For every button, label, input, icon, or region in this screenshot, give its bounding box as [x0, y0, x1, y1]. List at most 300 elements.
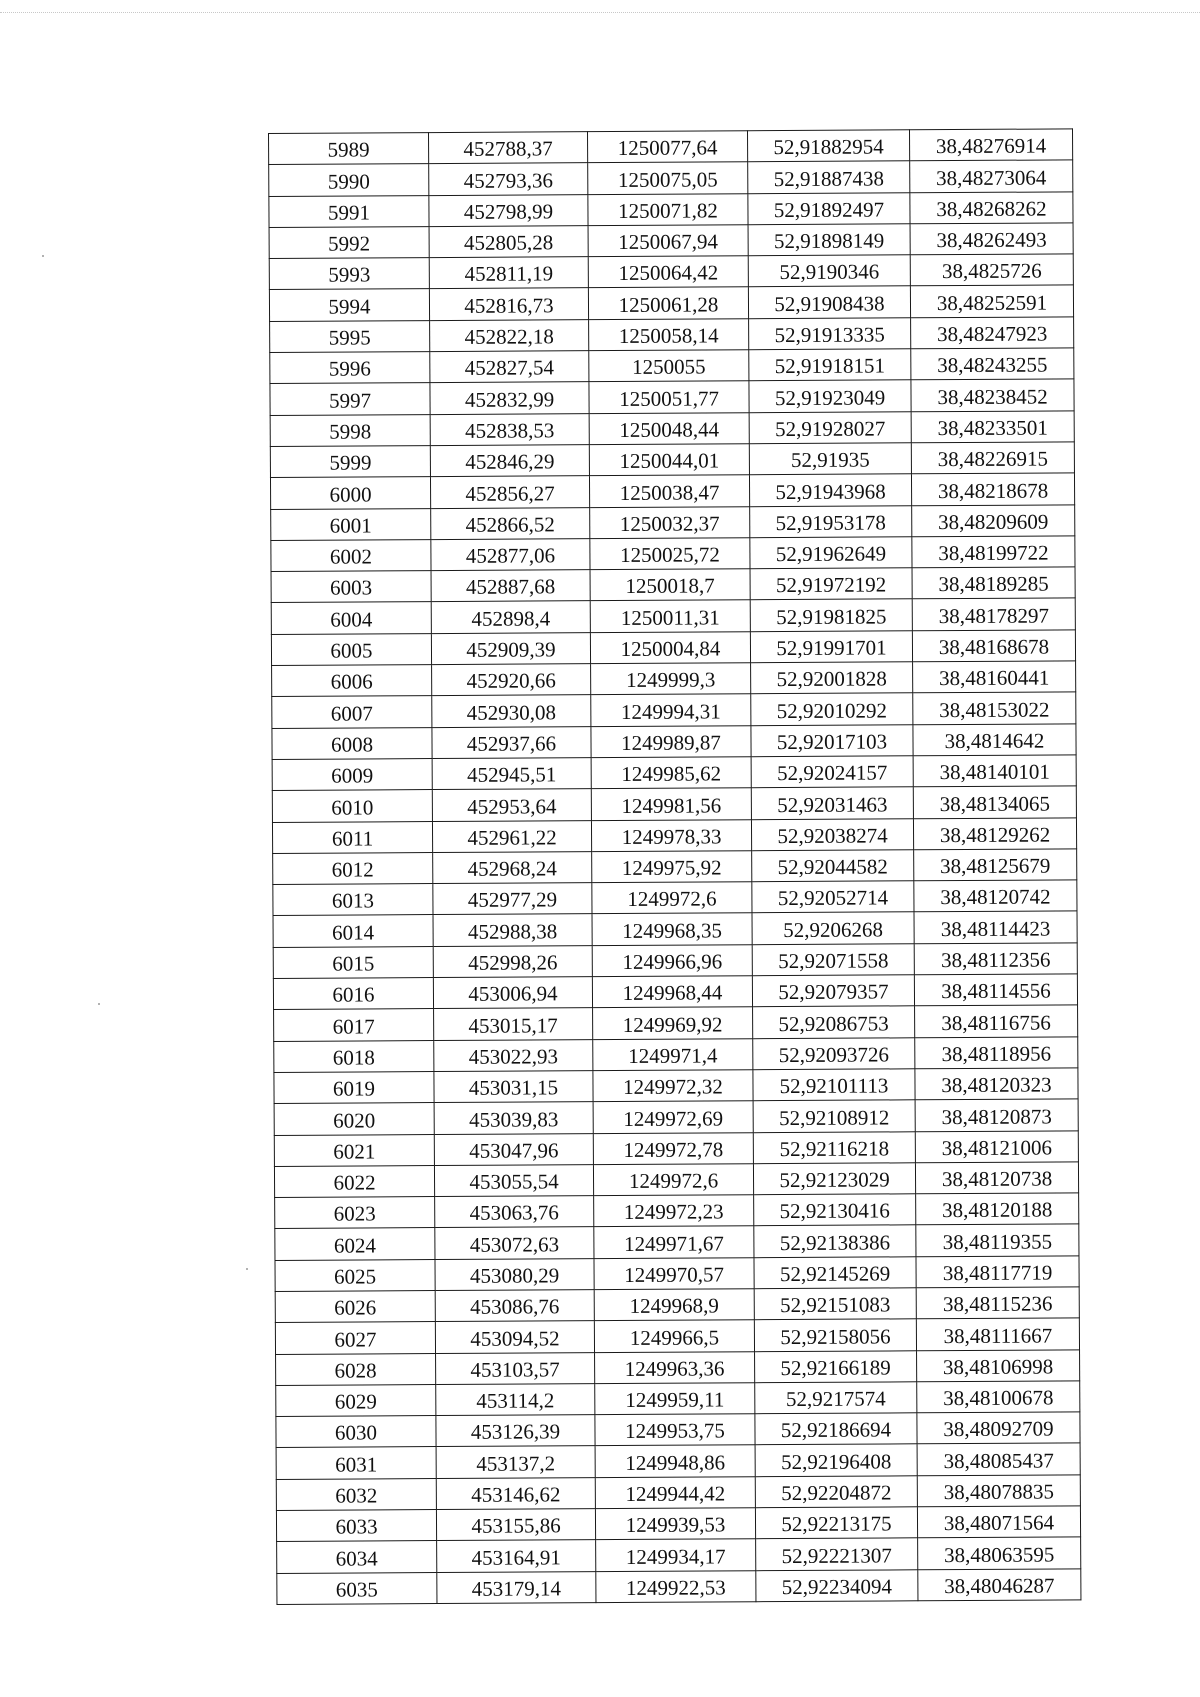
cell-text: 1249963,36 [624, 1356, 725, 1381]
x-coordinate-cell [434, 1133, 593, 1165]
longitude-cell [911, 379, 1074, 411]
cell-text: 1249969,92 [622, 1012, 723, 1037]
cell-text: 38,48160441 [938, 665, 1050, 691]
x-coordinate-cell [429, 257, 588, 289]
longitude-cell [911, 411, 1074, 443]
cell-text: 38,48117719 [942, 1260, 1053, 1286]
longitude-cell [915, 1005, 1078, 1037]
cell-text: 6024 [333, 1233, 376, 1258]
scan-speck [246, 1268, 248, 1270]
cell-text: 6031 [335, 1452, 378, 1477]
x-coordinate-cell [432, 664, 591, 696]
cell-text: 52,91981825 [776, 604, 887, 629]
coordinates-table-container [268, 128, 1080, 1605]
cell-text: 38,48168678 [938, 634, 1050, 660]
cell-text: 5996 [328, 356, 371, 382]
point-number-cell [272, 696, 432, 728]
cell-text: 453006,94 [468, 981, 558, 1007]
cell-text: 38,48111667 [943, 1323, 1053, 1348]
point-number-cell [271, 602, 431, 634]
latitude-cell [754, 1319, 916, 1351]
latitude-cell [751, 756, 913, 788]
x-coordinate-cell [430, 476, 589, 508]
cell-text: 38,48046287 [944, 1573, 1055, 1599]
coordinates-table-body [269, 129, 1081, 1605]
table-row [277, 1568, 1081, 1604]
cell-text: 52,91935 [790, 447, 870, 473]
latitude-cell [751, 724, 913, 756]
longitude-cell [914, 911, 1077, 943]
latitude-cell [751, 693, 913, 725]
latitude-cell [748, 192, 910, 224]
table-row [274, 1005, 1078, 1041]
latitude-cell [749, 349, 911, 381]
table-row [274, 1036, 1078, 1072]
table-row [272, 755, 1076, 791]
x-coordinate-cell [429, 194, 588, 226]
cell-text: 38,48199722 [938, 540, 1049, 566]
table-row [269, 254, 1073, 290]
latitude-cell [756, 1569, 918, 1601]
y-coordinate-cell [589, 350, 749, 382]
longitude-cell [917, 1412, 1080, 1444]
cell-text: 38,48129262 [939, 822, 1051, 847]
scan-speck [98, 1003, 100, 1005]
cell-text: 5989 [327, 137, 370, 162]
cell-text: 6020 [333, 1107, 376, 1133]
table-row [275, 1287, 1079, 1323]
y-coordinate-cell [595, 1414, 755, 1446]
cell-text: 452811,19 [464, 261, 554, 287]
latitude-cell [748, 255, 910, 287]
cell-text: 452961,22 [467, 825, 557, 850]
point-number-cell [269, 226, 429, 258]
point-number-cell [271, 539, 431, 571]
x-coordinate-cell [432, 758, 591, 790]
cell-text: 6001 [329, 513, 372, 538]
cell-text: 38,48106998 [942, 1354, 1054, 1380]
cell-text: 6023 [333, 1201, 376, 1227]
cell-text: 1249966,5 [629, 1325, 720, 1350]
longitude-cell [910, 160, 1073, 192]
cell-text: 452822,18 [464, 324, 554, 349]
y-coordinate-cell [590, 569, 750, 601]
x-coordinate-cell [430, 382, 589, 414]
y-coordinate-cell [593, 1038, 753, 1070]
longitude-cell [918, 1537, 1081, 1569]
cell-text: 1249972,23 [623, 1199, 724, 1225]
latitude-cell [754, 1225, 916, 1257]
longitude-cell [916, 1193, 1079, 1225]
cell-text: 453063,76 [469, 1200, 559, 1226]
cell-text: 1250048,44 [619, 417, 720, 442]
cell-text: 38,48118956 [941, 1041, 1052, 1067]
longitude-cell [917, 1443, 1080, 1475]
latitude-cell [755, 1413, 917, 1445]
cell-text: 1249970,57 [624, 1262, 725, 1287]
cell-text: 38,48189285 [938, 571, 1049, 597]
latitude-cell [748, 161, 910, 193]
cell-text: 452798,99 [463, 199, 554, 224]
y-coordinate-cell [592, 851, 752, 883]
y-coordinate-cell [594, 1320, 754, 1352]
longitude-cell [913, 755, 1076, 787]
cell-text: 52,91913335 [774, 322, 885, 348]
cell-text: 453086,76 [470, 1294, 560, 1320]
table-row [276, 1381, 1080, 1417]
cell-text: 52,92031463 [777, 791, 888, 817]
cell-text: 38,48247923 [936, 321, 1048, 347]
cell-text: 6000 [329, 481, 372, 507]
cell-text: 1250067,94 [618, 229, 719, 255]
longitude-cell [914, 974, 1077, 1006]
x-coordinate-cell [433, 945, 592, 977]
y-coordinate-cell [594, 1226, 754, 1258]
cell-text: 452838,53 [465, 418, 555, 443]
cell-text: 6017 [332, 1014, 375, 1039]
longitude-cell [913, 692, 1076, 724]
cell-text: 6008 [330, 732, 374, 757]
point-number-cell [271, 571, 431, 603]
y-coordinate-cell [589, 381, 749, 413]
cell-text: 38,48120742 [940, 884, 1051, 910]
cell-text: 1249972,32 [623, 1074, 723, 1100]
cell-text: 1249944,42 [625, 1481, 726, 1507]
cell-text: 6012 [331, 857, 374, 882]
cell-text: 6026 [334, 1295, 377, 1320]
cell-text: 52,9190346 [779, 259, 880, 285]
y-coordinate-cell [589, 412, 749, 444]
cell-text: 52,91972192 [775, 572, 887, 598]
longitude-cell [911, 473, 1074, 505]
table-row [274, 1099, 1078, 1135]
cell-text: 52,91991701 [776, 635, 887, 661]
point-number-cell [270, 414, 430, 446]
cell-text: 1249985,62 [621, 761, 722, 787]
cell-text: 1249971,4 [628, 1043, 718, 1068]
point-number-cell [276, 1384, 436, 1416]
latitude-cell [755, 1507, 917, 1539]
cell-text: 38,48276914 [935, 133, 1047, 159]
x-coordinate-cell [436, 1509, 595, 1541]
longitude-cell [911, 317, 1074, 349]
x-coordinate-cell [436, 1446, 595, 1478]
cell-text: 452937,66 [466, 731, 557, 756]
cell-text: 452788,37 [463, 136, 553, 162]
x-coordinate-cell [434, 1164, 593, 1196]
cell-text: 38,48071564 [943, 1510, 1055, 1536]
cell-text: 453055,54 [469, 1169, 559, 1194]
cell-text: 452909,39 [466, 637, 556, 662]
cell-text: 453103,57 [470, 1357, 560, 1382]
y-coordinate-cell [591, 819, 751, 851]
point-number-cell [273, 946, 433, 978]
latitude-cell [752, 881, 914, 913]
cell-text: 1250025,72 [619, 542, 720, 568]
table-row [272, 817, 1076, 853]
cell-text: 52,92001828 [776, 666, 887, 692]
cell-text: 38,48134065 [939, 791, 1051, 816]
point-number-cell [272, 821, 432, 853]
latitude-cell [749, 411, 911, 443]
cell-text: 52,91943968 [775, 479, 886, 504]
table-row [269, 129, 1073, 165]
point-number-cell [275, 1197, 435, 1229]
point-number-cell [273, 884, 433, 916]
longitude-cell [912, 504, 1075, 536]
x-coordinate-cell [435, 1321, 594, 1353]
x-coordinate-cell [436, 1352, 595, 1384]
latitude-cell [750, 505, 912, 537]
cell-text: 6028 [334, 1358, 377, 1383]
cell-text: 52,92145269 [779, 1261, 891, 1287]
x-coordinate-cell [437, 1571, 596, 1603]
cell-text: 453137,2 [476, 1451, 556, 1476]
cell-text: 38,48238452 [937, 384, 1048, 409]
latitude-cell [747, 130, 909, 162]
y-coordinate-cell [590, 600, 750, 632]
cell-text: 453114,2 [476, 1388, 555, 1413]
table-row [275, 1256, 1079, 1292]
y-coordinate-cell [588, 256, 748, 288]
cell-text: 52,92213175 [781, 1511, 892, 1537]
latitude-cell [749, 318, 911, 350]
cell-text: 38,48114423 [940, 916, 1051, 941]
cell-text: 52,91962649 [775, 541, 887, 567]
x-coordinate-cell [430, 445, 589, 477]
scan-top-edge [0, 12, 1200, 13]
y-coordinate-cell [587, 131, 747, 163]
latitude-cell [752, 912, 914, 944]
cell-text: 6027 [334, 1326, 377, 1352]
latitude-cell [753, 1100, 915, 1132]
table-row [270, 411, 1074, 447]
table-row [275, 1193, 1079, 1229]
cell-text: 1249968,35 [622, 918, 723, 943]
cell-text: 38,48209609 [938, 509, 1049, 535]
cell-text: 6030 [334, 1420, 378, 1446]
cell-text: 453146,62 [471, 1482, 561, 1507]
cell-text: 1249972,6 [627, 886, 717, 912]
cell-text: 52,92010292 [776, 698, 888, 723]
table-row [276, 1349, 1080, 1385]
cell-text: 1249948,86 [625, 1450, 726, 1475]
longitude-cell [913, 817, 1076, 849]
longitude-cell [917, 1506, 1080, 1538]
cell-text: 52,91928027 [775, 416, 886, 442]
cell-text: 1249971,67 [623, 1231, 724, 1256]
x-coordinate-cell [431, 632, 590, 664]
cell-text: 452816,73 [464, 293, 554, 318]
cell-text: 1249981,56 [621, 792, 722, 818]
table-row [272, 661, 1076, 697]
x-coordinate-cell [430, 319, 589, 351]
latitude-cell [748, 224, 910, 256]
cell-text: 452866,52 [465, 512, 555, 537]
cell-text: 52,92204872 [781, 1480, 892, 1506]
cell-text: 1250055 [632, 354, 706, 380]
cell-text: 452988,38 [467, 919, 558, 944]
point-number-cell [277, 1572, 437, 1604]
x-coordinate-cell [436, 1477, 595, 1509]
point-number-cell [269, 258, 429, 290]
x-coordinate-cell [433, 914, 592, 946]
cell-text: 6010 [331, 794, 374, 820]
latitude-cell [756, 1538, 918, 1570]
cell-text: 453047,96 [469, 1138, 559, 1163]
cell-text: 52,92093726 [778, 1042, 890, 1067]
point-number-cell [269, 195, 429, 227]
x-coordinate-cell [436, 1384, 595, 1416]
longitude-cell [915, 1130, 1078, 1162]
cell-text: 5993 [328, 262, 371, 288]
x-coordinate-cell [434, 1008, 593, 1040]
cell-text: 1250077,64 [617, 135, 718, 161]
table-row [269, 223, 1073, 259]
cell-text: 452977,29 [467, 887, 558, 913]
x-coordinate-cell [429, 163, 588, 195]
cell-text: 6004 [330, 607, 373, 632]
cell-text: 6002 [329, 544, 373, 569]
latitude-cell [748, 286, 910, 318]
longitude-cell [913, 723, 1076, 755]
cell-text: 52,91892497 [773, 197, 885, 222]
cell-text: 38,48262493 [936, 227, 1047, 253]
cell-text: 1249922,53 [625, 1575, 726, 1600]
latitude-cell [753, 1131, 915, 1163]
table-row [272, 723, 1076, 759]
point-number-cell [270, 383, 430, 415]
y-coordinate-cell [595, 1476, 755, 1508]
longitude-cell [915, 1036, 1078, 1068]
longitude-cell [914, 849, 1077, 881]
cell-text: 38,48078835 [943, 1479, 1055, 1505]
latitude-cell [749, 474, 911, 506]
coordinates-table [268, 128, 1081, 1605]
longitude-cell [916, 1256, 1079, 1288]
table-row [275, 1318, 1079, 1354]
table-row [273, 880, 1077, 916]
longitude-cell [916, 1287, 1079, 1319]
y-coordinate-cell [593, 1101, 753, 1133]
y-coordinate-cell [595, 1445, 755, 1477]
y-coordinate-cell [596, 1570, 756, 1602]
latitude-cell [755, 1382, 917, 1414]
cell-text: 1249968,44 [622, 980, 723, 1006]
scan-speck [42, 255, 44, 257]
x-coordinate-cell [432, 726, 591, 758]
cell-text: 38,48252591 [936, 290, 1048, 315]
y-coordinate-cell [588, 193, 748, 225]
cell-text: 452805,28 [463, 230, 554, 256]
latitude-cell [750, 631, 912, 663]
cell-text: 1249972,78 [623, 1137, 724, 1162]
cell-text: 38,48120323 [941, 1072, 1052, 1098]
x-coordinate-cell [434, 1071, 593, 1103]
longitude-cell [912, 567, 1075, 599]
longitude-cell [910, 254, 1073, 286]
cell-text: 5999 [329, 450, 372, 475]
table-row [273, 974, 1077, 1010]
cell-text: 52,92101113 [779, 1073, 889, 1099]
longitude-cell [911, 348, 1074, 380]
latitude-cell [755, 1444, 917, 1476]
point-number-cell [276, 1447, 436, 1479]
latitude-cell [752, 975, 914, 1007]
cell-text: 6035 [335, 1577, 378, 1602]
x-coordinate-cell [434, 1102, 593, 1134]
point-number-cell [274, 1103, 434, 1135]
cell-text: 52,92079357 [778, 979, 889, 1005]
cell-text: 1249953,75 [625, 1418, 725, 1444]
y-coordinate-cell [591, 757, 751, 789]
latitude-cell [750, 599, 912, 631]
point-number-cell [272, 790, 432, 822]
cell-text: 6019 [332, 1076, 376, 1101]
table-row [270, 317, 1074, 353]
cell-text: 38,48115236 [942, 1291, 1053, 1317]
x-coordinate-cell [429, 226, 588, 258]
x-coordinate-cell [431, 601, 590, 633]
x-coordinate-cell [432, 695, 591, 727]
table-row [276, 1443, 1080, 1479]
point-number-cell [277, 1541, 437, 1573]
y-coordinate-cell [589, 444, 749, 476]
cell-text: 38,48140101 [939, 759, 1050, 785]
cell-text: 38,48120188 [942, 1197, 1053, 1223]
cell-text: 453039,83 [468, 1106, 559, 1132]
point-number-cell [274, 1134, 434, 1166]
table-row [271, 630, 1075, 666]
longitude-cell [917, 1349, 1080, 1381]
cell-text: 5997 [328, 388, 372, 413]
cell-text: 453080,29 [469, 1263, 560, 1288]
y-coordinate-cell [588, 225, 748, 257]
cell-text: 38,48116756 [941, 1010, 1051, 1035]
y-coordinate-cell [594, 1289, 754, 1321]
table-row [276, 1412, 1080, 1448]
cell-text: 5995 [328, 325, 371, 350]
cell-text: 452827,54 [464, 355, 555, 381]
longitude-cell [916, 1318, 1079, 1350]
x-coordinate-cell [433, 851, 592, 883]
latitude-cell [751, 787, 913, 819]
cell-text: 452877,06 [465, 543, 556, 569]
cell-text: 52,92024157 [777, 760, 888, 786]
cell-text: 6021 [333, 1139, 376, 1164]
longitude-cell [909, 129, 1072, 161]
point-number-cell [275, 1259, 435, 1291]
point-number-cell [276, 1416, 436, 1448]
cell-text: 52,91918151 [774, 353, 886, 379]
x-coordinate-cell [435, 1258, 594, 1290]
x-coordinate-cell [430, 351, 589, 383]
longitude-cell [912, 598, 1075, 630]
point-number-cell [270, 352, 430, 384]
longitude-cell [910, 191, 1073, 223]
cell-text: 5991 [327, 200, 371, 225]
point-number-cell [275, 1291, 435, 1323]
y-coordinate-cell [589, 319, 749, 351]
cell-text: 52,9217574 [785, 1386, 886, 1412]
cell-text: 1249934,17 [625, 1544, 726, 1569]
table-row [270, 442, 1074, 478]
y-coordinate-cell [591, 694, 751, 726]
longitude-cell [910, 285, 1073, 317]
table-row [269, 285, 1073, 321]
cell-text: 52,92166189 [780, 1355, 891, 1380]
cell-text: 1250011,31 [620, 605, 720, 630]
